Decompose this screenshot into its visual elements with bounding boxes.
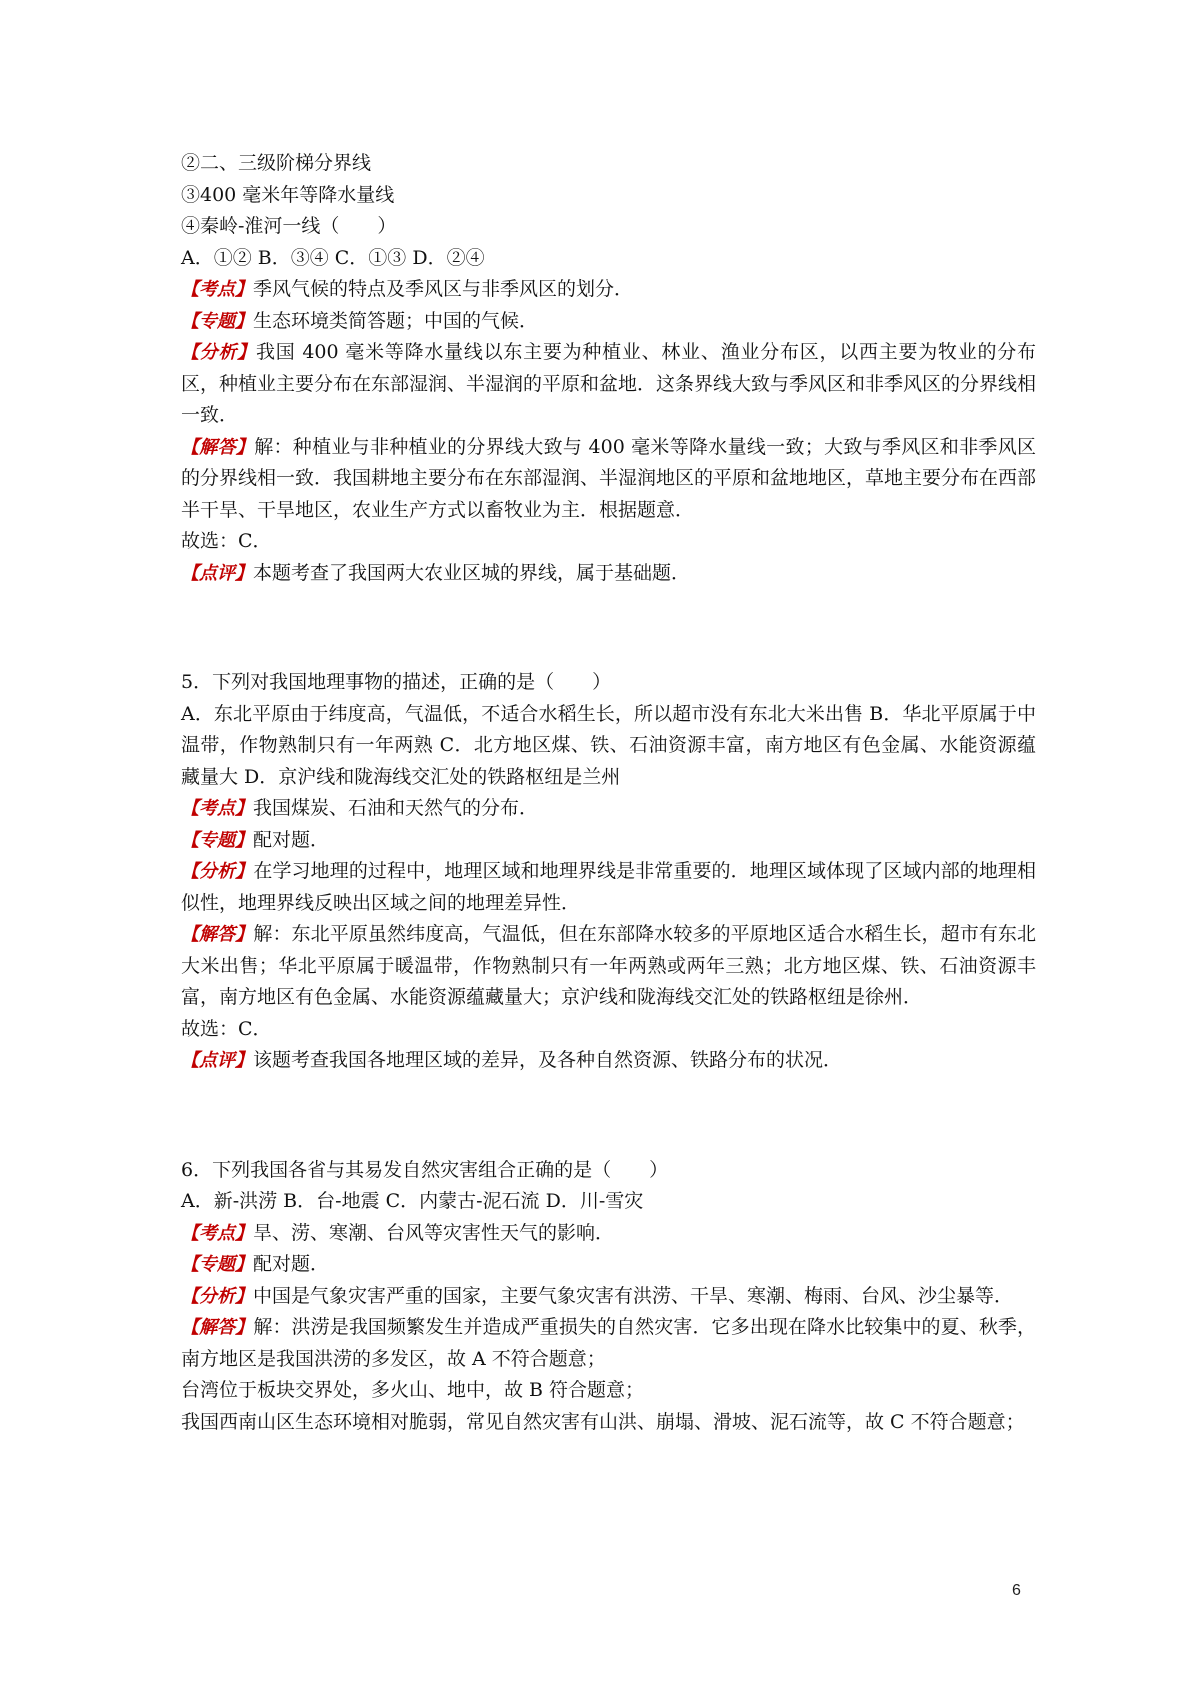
fenxi-tag: 【分析】 [181, 1285, 253, 1307]
dianping-line [181, 1045, 1036, 1077]
fenxi-paragraph [181, 337, 1036, 432]
zhuanti-text: 生态环境类简答题；中国的气候． [253, 309, 539, 332]
kaodian-text: 季风气候的特点及季风区与非季风区的划分． [253, 278, 634, 300]
document-body [181, 148, 1036, 1438]
kaodian-line [181, 793, 1036, 825]
kaodian-text: 我国煤炭、石油和天然气的分布． [253, 797, 539, 819]
dianping-line [181, 558, 1036, 590]
kaodian-line [181, 274, 1036, 306]
fenxi-tag: 【分析】 [181, 861, 254, 882]
fenxi-text: 我国 400 毫米等降水量线以东主要为种植业、林业、渔业分布区，以西主要为牧业的分布区，种植业主要分布在东部湿润、半湿润的平原和盆地．这条界线大致与季风区和非季风区的分界线相一致． [181, 341, 1037, 426]
solution-line-b: 台湾位于板块交界处，多火山、地中，故 B 符合题意； [181, 1379, 645, 1401]
dianping-text: 本题考查了我国两大农业区城的界线，属于基础题． [253, 561, 691, 584]
zhuanti-tag: 【专题】 [181, 310, 253, 332]
zhuanti-text: 配对题． [253, 1253, 330, 1275]
fenxi-text: 中国是气象灾害严重的国家，主要气象灾害有洪涝、干旱、寒潮、梅雨、台风、沙尘暴等． [253, 1284, 1014, 1307]
fenxi-text: 在学习地理的过程中，地理区域和地理界线是非常重要的．地理区域体现了区域内部的地理相似性，地理界线反映出区域之间的地理差异性． [181, 860, 1036, 914]
answer-choices: A．①② B．③④ C．①③ D．②④ [181, 246, 485, 269]
dianping-tag: 【点评】 [181, 562, 253, 584]
option-2: ②二、三级阶梯分界线 [181, 152, 372, 174]
answer-line: 故选：C． [181, 530, 272, 552]
jieda-text: 解：洪涝是我国频繁发生并造成严重损失的自然灾害．它多出现在降水比较集中的夏、秋季，南方地区是我国洪涝的多发区，故 A 不符合题意； [181, 1316, 1036, 1370]
question-6-options: A．新-洪涝 B．台-地震 C．内蒙古-泥石流 D．川-雪灾 [181, 1190, 644, 1212]
jieda-paragraph [181, 432, 1036, 527]
fenxi-paragraph [181, 1281, 1036, 1313]
zhuanti-line [181, 1249, 1036, 1281]
zhuanti-line [181, 825, 1036, 857]
zhuanti-tag: 【专题】 [181, 1254, 253, 1275]
zhuanti-tag: 【专题】 [181, 829, 253, 851]
spacer [181, 589, 1036, 667]
jieda-text: 解：东北平原虽然纬度高，气温低，但在东部降水较多的平原地区适合水稻生长，超市有东北大米出售；华北平原属于暖温带，作物熟制只有一年两熟或两年三熟；北方地区煤、铁、石油资源丰富，南方地区有色金属、水能资源蕴藏量大；京沪线和陇海线交汇处的铁路枢纽是徐州． [181, 923, 1036, 1008]
jieda-text: 解：种植业与非种植业的分界线大致与 400 毫米等降水量线一致；大致与季风区和非季风区的分界线相一致．我国耕地主要分布在东部湿润、半湿润地区的平原和盆地地区，草地主要分布在西部半干旱、干旱地区，农业生产方式以畜牧业为主．根据题意． [181, 435, 1037, 521]
dianping-text: 该题考查我国各地理区域的差异，及各种自然资源、铁路分布的状况． [253, 1049, 843, 1071]
question-5-stem: 5．下列对我国地理事物的描述，正确的是（ ） [181, 671, 612, 693]
kaodian-line [181, 1218, 1036, 1250]
page-number: 6 [1012, 1582, 1021, 1599]
dianping-tag: 【点评】 [181, 1050, 253, 1071]
zhuanti-line [181, 306, 1036, 338]
question-6-stem: 6．下列我国各省与其易发自然灾害组合正确的是（ ） [181, 1158, 669, 1181]
fenxi-tag: 【分析】 [181, 342, 257, 363]
jieda-paragraph [181, 919, 1036, 1014]
jieda-tag: 【解答】 [181, 436, 255, 458]
kaodian-tag: 【考点】 [181, 798, 253, 819]
fenxi-paragraph [181, 856, 1036, 919]
answer-line: 故选：C． [181, 1017, 272, 1040]
question-5-options: A．东北平原由于纬度高，气温低，不适合水稻生长，所以超市没有东北大米出售 B．华北平原属于中温带，作物熟制只有一年两熟 C．北方地区煤、铁、石油资源丰富，南方地区有色金属、水能资源蕴藏量大 D．京沪线和陇海线交汇处的铁路枢纽是兰州 [181, 702, 1036, 788]
kaodian-text: 旱、涝、寒潮、台风等灾害性天气的影响． [253, 1221, 615, 1244]
solution-line-c: 我国西南山区生态环境相对脆弱，常见自然灾害有山洪、崩塌、滑坡、泥石流等，故 C 不符合题意； [181, 1410, 1025, 1433]
jieda-tag: 【解答】 [181, 924, 254, 945]
jieda-tag: 【解答】 [181, 1317, 254, 1338]
option-4: ④秦岭-淮河一线（ ） [181, 215, 397, 237]
kaodian-tag: 【考点】 [181, 279, 253, 300]
option-3: ③400 毫米年等降水量线 [181, 183, 395, 206]
jieda-paragraph [181, 1312, 1036, 1375]
zhuanti-text: 配对题． [253, 828, 330, 851]
spacer [181, 1077, 1036, 1155]
kaodian-tag: 【考点】 [181, 1222, 253, 1244]
